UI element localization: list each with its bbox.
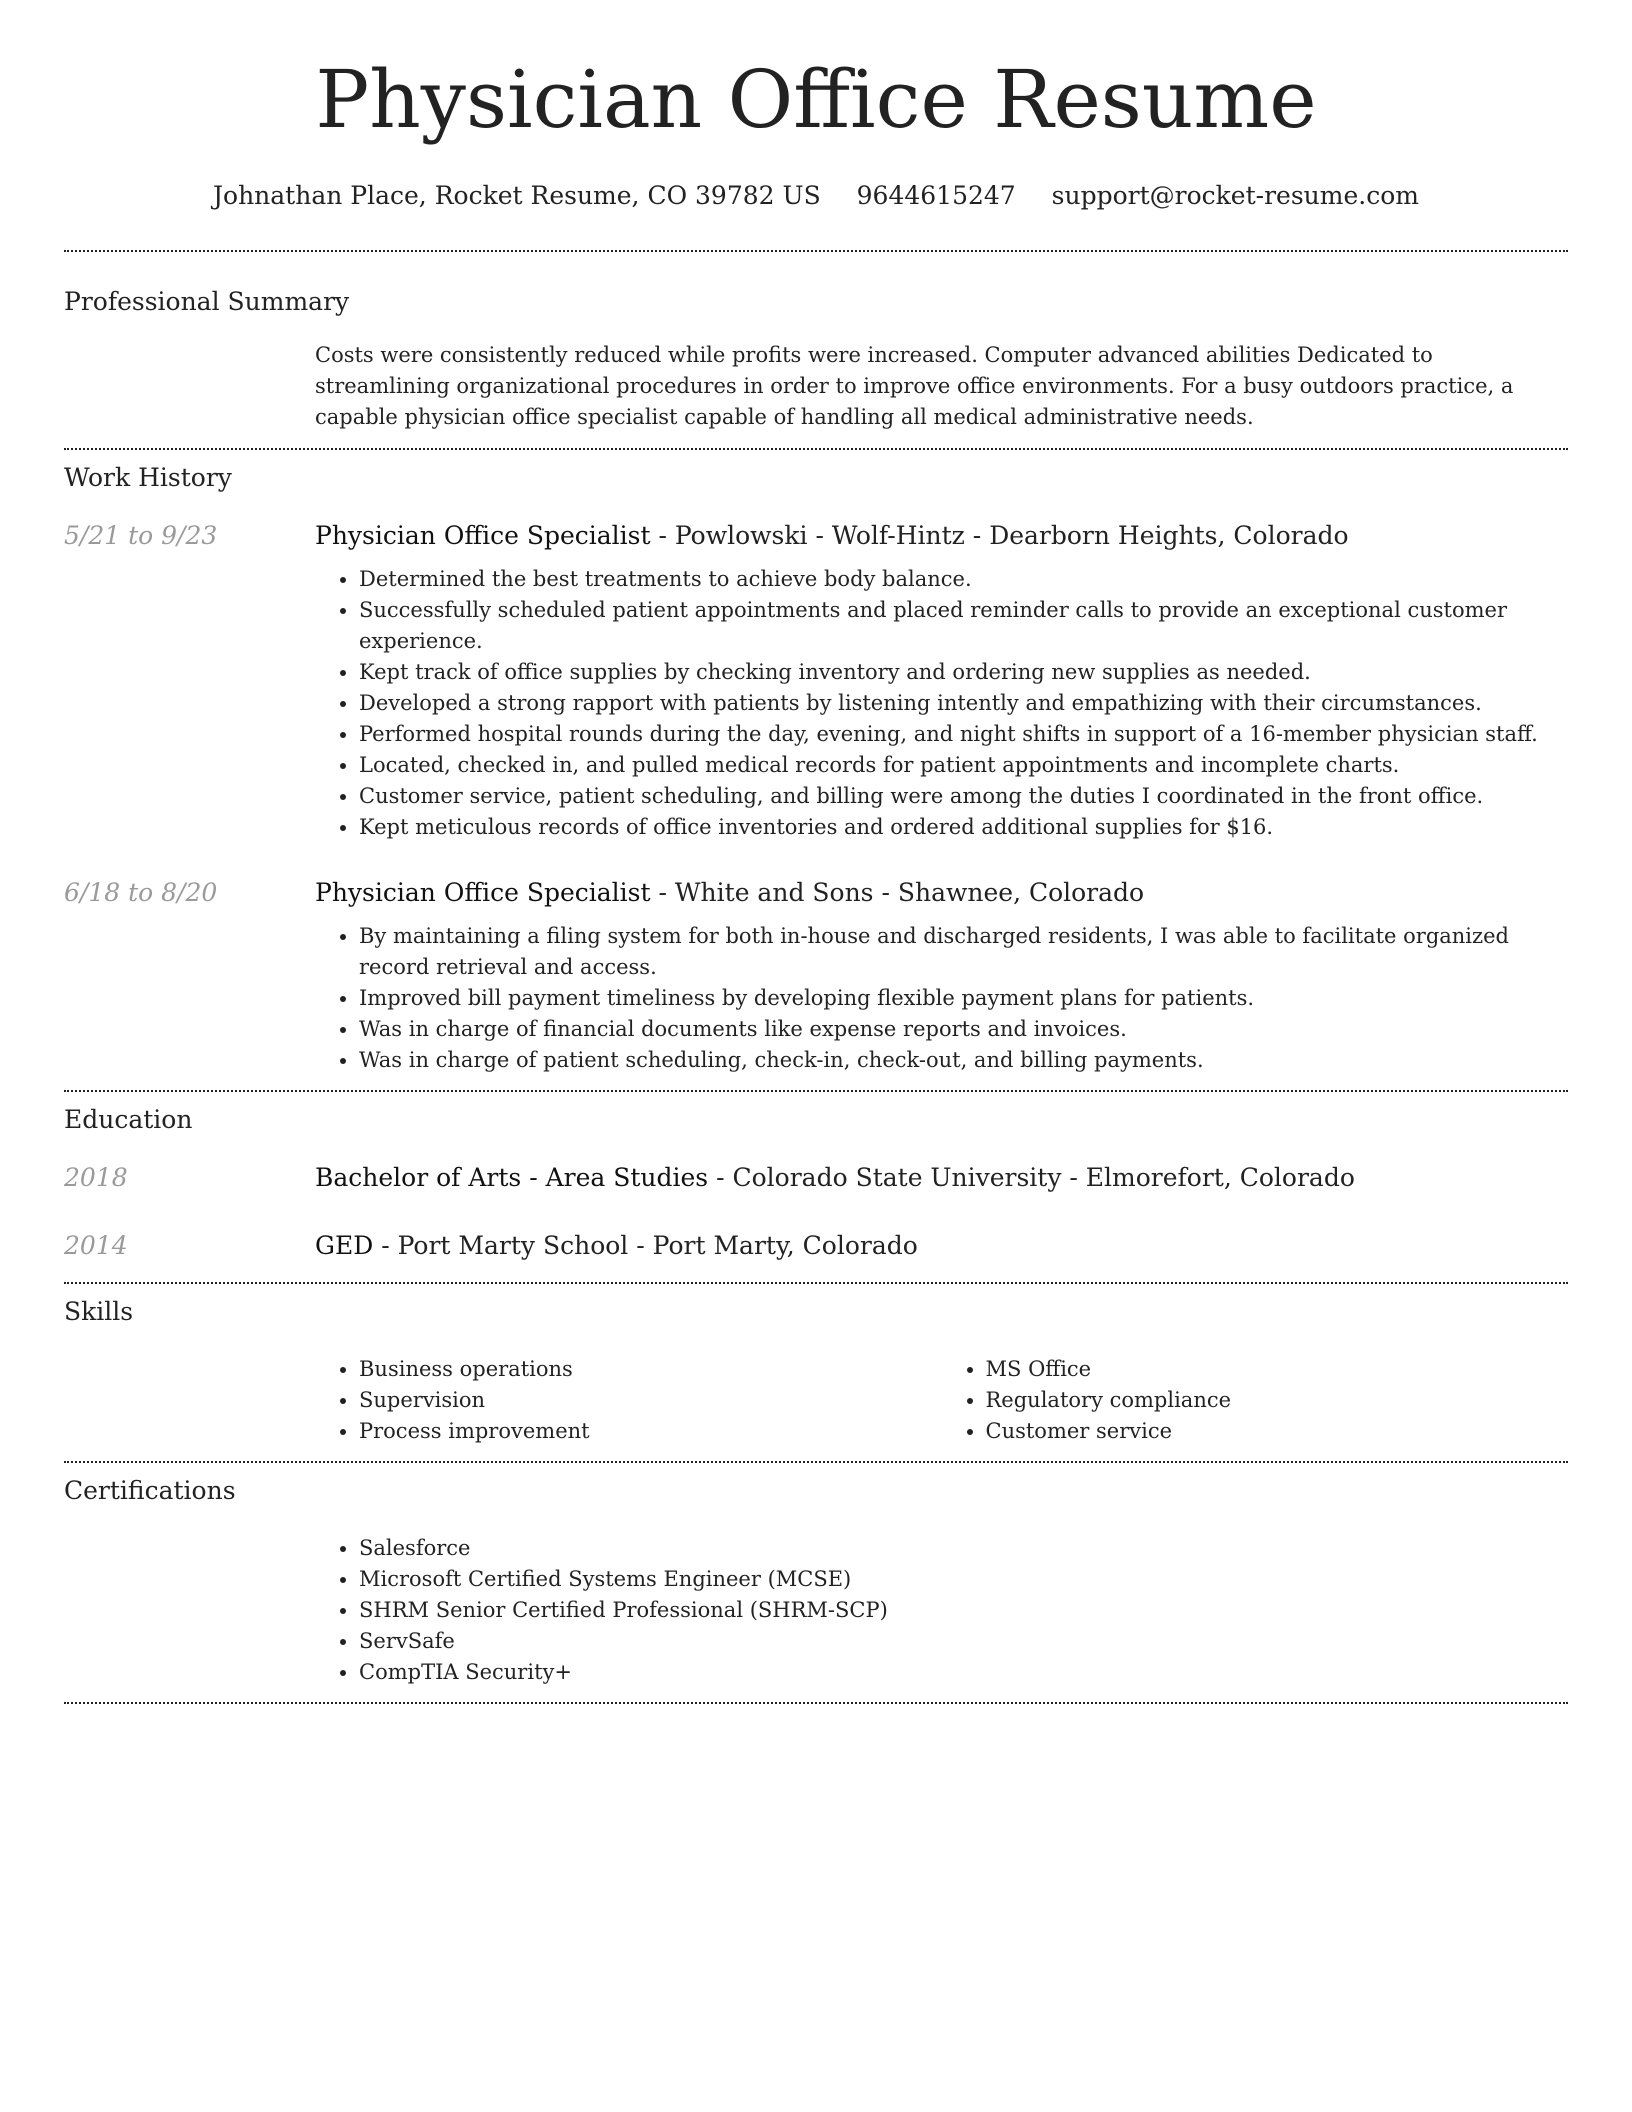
job-position: Physician Office Specialist: [315, 878, 651, 907]
list-item: • Developed a strong rapport with patients by listening intently and empathizing with their circumstances.: [359, 688, 1568, 719]
list-item: • Supervision: [359, 1385, 942, 1416]
education-degree: Bachelor of Arts - Area Studies: [315, 1163, 709, 1192]
education-heading: [315, 1162, 1568, 1194]
list-item: • Process improvement: [359, 1416, 942, 1447]
list-item: • SHRM Senior Certified Professional (SHRM-SCP): [359, 1595, 1568, 1626]
list-item: • Kept track of office supplies by checking inventory and ordering new supplies as needed.: [359, 657, 1568, 688]
resume-header: [64, 0, 1568, 212]
job-heading: [315, 520, 1568, 552]
list-item: • Salesforce: [359, 1533, 1568, 1564]
certifications-row: [64, 1533, 1568, 1688]
certifications-title: Certifications: [64, 1476, 236, 1505]
list-item: • Business operations: [359, 1354, 942, 1385]
list-item: • MS Office: [986, 1354, 1569, 1385]
job-dates: 5/21 to 9/23: [64, 521, 218, 550]
summary-row: [64, 340, 1568, 433]
job-details: - Powlowski - Wolf-Hintz - Dearborn Heights, Colorado: [650, 521, 1349, 550]
job-details: - White and Sons - Shawnee, Colorado: [650, 878, 1145, 907]
skills-section: [64, 1284, 1568, 1447]
job-bullets: [315, 564, 1568, 843]
skills-list-left: [315, 1354, 942, 1447]
certifications-list: [315, 1533, 1568, 1688]
list-item: • Microsoft Certified Systems Engineer (MCSE): [359, 1564, 1568, 1595]
job-heading: [315, 877, 1568, 909]
list-item: • ServSafe: [359, 1626, 1568, 1657]
education-year: 2018: [64, 1163, 128, 1192]
skills-list-right: [942, 1354, 1569, 1447]
skills-title: Skills: [64, 1297, 134, 1326]
list-item: • Regulatory compliance: [986, 1385, 1569, 1416]
summary-text: Costs were consistently reduced while profits were increased. Computer advanced abilities Dedicated to streamlining organizational procedures in order to improve office environments. For a busy outdoors practice, a capable physician office specialist capable of handling all medical administrative needs.: [315, 343, 1514, 429]
education-entry: [64, 1162, 1568, 1194]
job-entry: [64, 520, 1568, 843]
list-item: • Successfully scheduled patient appointments and placed reminder calls to provide an exceptional customer experience.: [359, 595, 1568, 657]
summary-section: [64, 252, 1568, 433]
list-item: • Performed hospital rounds during the day, evening, and night shifts in support of a 16-member physician staff.: [359, 719, 1568, 750]
education-entry: [64, 1230, 1568, 1262]
skills-grid: [315, 1354, 1568, 1447]
resume-name: Physician Office Resume: [315, 53, 1317, 146]
work-section: [64, 450, 1568, 1076]
list-item: • Improved bill payment timeliness by developing flexible payment plans for patients.: [359, 983, 1568, 1014]
list-item: • Kept meticulous records of office inventories and ordered additional supplies for $16.: [359, 812, 1568, 843]
job-bullets: [315, 921, 1568, 1076]
contact-phone: 9644615247: [856, 181, 1016, 210]
education-details: - Colorado State University - Elmorefort, Colorado: [708, 1163, 1355, 1192]
certifications-divider: [64, 1702, 1568, 1704]
certifications-section: [64, 1463, 1568, 1688]
list-item: • Determined the best treatments to achieve body balance.: [359, 564, 1568, 595]
education-year: 2014: [64, 1231, 128, 1260]
list-item: • Was in charge of financial documents like expense reports and invoices.: [359, 1014, 1568, 1045]
skills-row: [64, 1354, 1568, 1447]
contact-address: Johnathan Place, Rocket Resume, CO 39782 US: [213, 181, 821, 210]
list-item: • Located, checked in, and pulled medical records for patient appointments and incomplete charts.: [359, 750, 1568, 781]
list-item: • By maintaining a filing system for both in-house and discharged residents, I was able to facilitate organized record retrieval and access.: [359, 921, 1568, 983]
job-dates: 6/18 to 8/20: [64, 878, 218, 907]
education-degree: GED: [315, 1231, 374, 1260]
list-item: • Customer service: [986, 1416, 1569, 1447]
contact-line: [64, 180, 1568, 212]
education-heading: [315, 1230, 1568, 1262]
job-position: Physician Office Specialist: [315, 521, 651, 550]
list-item: • Customer service, patient scheduling, and billing were among the duties I coordinated in the front office.: [359, 781, 1568, 812]
list-item: • Was in charge of patient scheduling, check-in, check-out, and billing payments.: [359, 1045, 1568, 1076]
work-title: Work History: [64, 463, 232, 492]
summary-title: Professional Summary: [64, 287, 350, 316]
education-details: - Port Marty School - Port Marty, Colorado: [373, 1231, 918, 1260]
education-title: Education: [64, 1105, 193, 1134]
list-item: • CompTIA Security+: [359, 1657, 1568, 1688]
contact-email: support@rocket-resume.com: [1051, 181, 1419, 210]
education-section: [64, 1092, 1568, 1262]
job-entry: [64, 877, 1568, 1076]
